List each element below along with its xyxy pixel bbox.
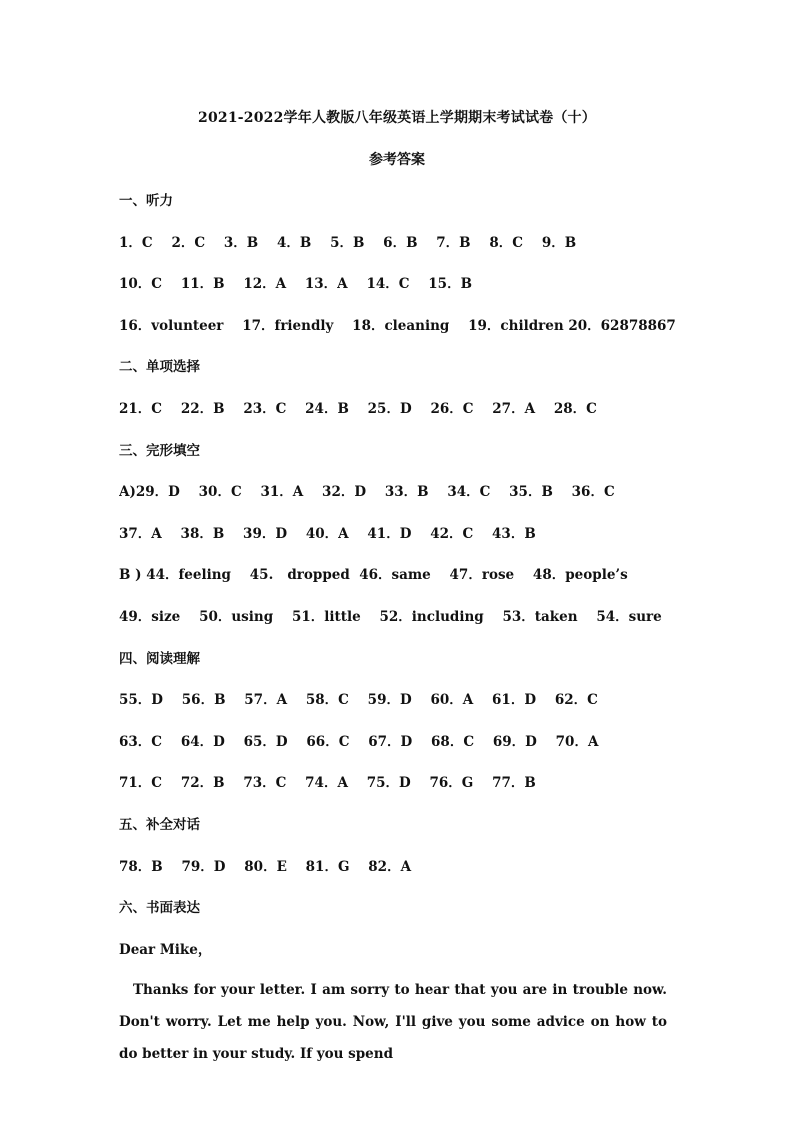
answer-line: 71．C 72．B 73．C 74．A 75．D 76．G 77．B xyxy=(119,775,536,792)
answer-line: 10．C 11．B 12．A 13．A 14．C 15．B xyxy=(119,276,472,293)
answer-line: 16．volunteer 17．friendly 18．cleaning 19．children 20．62878867 xyxy=(119,317,676,334)
answer-key xyxy=(119,191,679,981)
section-heading-single-choice: 二、单项选择 xyxy=(119,359,200,376)
document-subtitle: 参考答案 xyxy=(369,152,425,168)
answer-line: 63．C 64．D 65．D 66．C 67．D 68．C 69．D 70．A xyxy=(119,733,599,750)
answer-line: A)29．D 30．C 31．A 32．D 33．B 34．C 35．B 36．C xyxy=(119,484,615,501)
answer-line: 55．D 56．B 57．A 58．C 59．D 60．A 61．D 62．C xyxy=(119,692,598,709)
answer-line: 1．C 2．C 3．B 4．B 5．B 6．B 7．B 8．C 9．B xyxy=(119,234,577,251)
document-title: 2021-2022学年人教版八年级英语上学期期末考试试卷（十） xyxy=(198,110,596,126)
section-heading-writing: 六、书面表达 xyxy=(119,900,200,917)
section-heading-reading: 四、阅读理解 xyxy=(119,650,200,667)
answer-line: B ) 44．feeling 45. dropped 46．same 47．rose 48．people’s xyxy=(119,567,628,584)
section-heading-listening: 一、听力 xyxy=(119,193,173,209)
section-heading-cloze: 三、完形填空 xyxy=(119,442,200,459)
answer-line: 21．C 22．B 23．C 24．B 25．D 26．C 27．A 28．C xyxy=(119,400,597,417)
answer-line: 49．size 50．using 51．little 52．including 53．taken 54．sure xyxy=(119,608,662,625)
letter-paragraph: Thanks for your letter. I am sorry to hear that you are in trouble now. Don't worry. Let me help you. Now, I'll give you some advice on how to do better in your study. If you spend xyxy=(119,982,667,1062)
answer-line: 37．A 38．B 39．D 40．A 41．D 42．C 43．B xyxy=(119,525,536,542)
section-heading-dialogue: 五、补全对话 xyxy=(119,816,200,833)
letter-salutation: Dear Mike， xyxy=(119,941,212,958)
answer-line: 78．B 79．D 80．E 81．G 82．A xyxy=(119,858,412,875)
